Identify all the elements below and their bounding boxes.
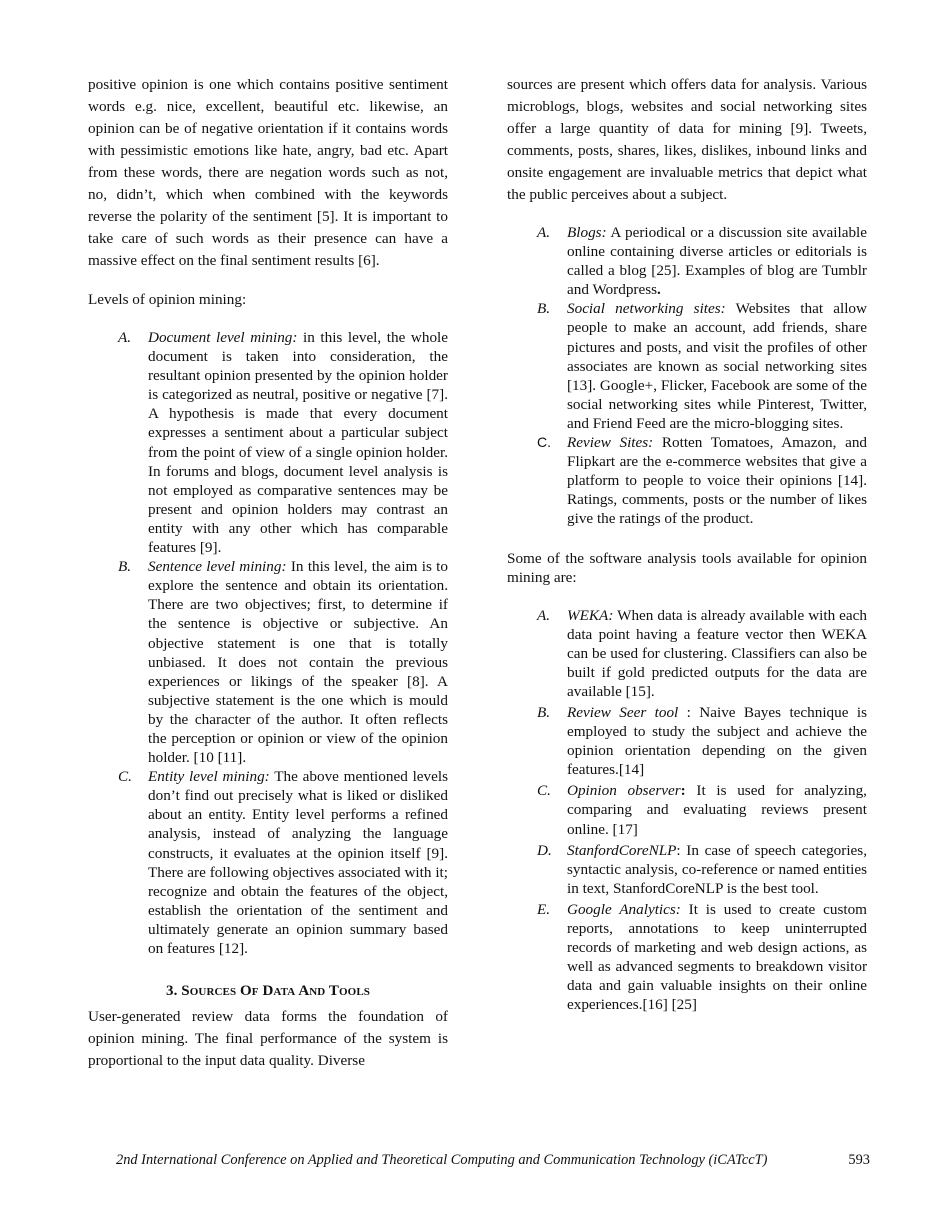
list-item-social-networking: [507, 299, 867, 433]
list-item-sentence-level: [88, 557, 448, 767]
list-text: in this level, the whole document is taken into consideration, the resultant opinion presented by the opinion holder is categorized as neutral, positive or negative [7]. A hypothesis is made that every document expresses a sentiment about a particular subject from the point of view of a single opinion holder. In forums and blogs, document level analysis is not employed as comparative sentences may be present and opinion holders may contrast an entity with any other which has comparable features [9].: [148, 329, 448, 557]
list-term: Google Analytics:: [567, 900, 681, 918]
list-item-weka: [507, 606, 867, 701]
conference-name: 2nd International Conference on Applied and Theoretical Computing and Communication Technology (iCATccT): [116, 1152, 768, 1168]
intro-paragraph: positive opinion is one which contains positive sentiment words e.g. nice, excellent, beautiful etc. likewise, an opinion can be of negative orientation if it contains words with pessimistic emotions like hate, angry, bad etc. Apart from these words, there are negation words such as not, no, didn’t, which when combined with the keywords reverse the polarity of the sentiment [5]. It is important to take care of such words as their presence can have a massive effect on the final sentiment results [6].: [88, 76, 448, 269]
list-term: Review Seer tool: [567, 703, 679, 721]
list-text: When data is already available with each data point having a feature vector then WEKA can be used for clustering. Classifiers can also be built if gold predicted outputs for the data are available [15].: [567, 606, 867, 700]
list-term: Social networking sites:: [567, 300, 726, 318]
list-label: D.: [537, 841, 552, 859]
list-trailing: .: [657, 281, 661, 299]
section-paragraph: User-generated review data forms the foundation of opinion mining. The final performance of the system is proportional to the input data quality. Diverse: [88, 1008, 448, 1070]
levels-intro: Levels of opinion mining:: [88, 291, 247, 308]
list-text: Websites that allow people to make an account, add friends, share pictures and posts, and visit the profiles of other associates are known as social networking sites [13]. Google+, Flicker, Facebook are some of the social networking sites while Pinterest, Twitter, and Friend Feed are the micro-blogging sites.: [567, 300, 867, 432]
page-footer: [116, 1150, 876, 1170]
list-text: It is used to create custom reports, annotations to keep uninterrupted records of marketing and web design actions, as well as advanced segments to breakdown visitor data and gain valuable insights on their online experiences.[16] [25]: [567, 900, 867, 1014]
list-term: StanfordCoreNLP: [567, 841, 677, 859]
list-term: WEKA:: [567, 606, 614, 624]
list-text: A periodical or a discussion site available online containing diverse articles or editorials is called a blog [25]. Examples of blog are Tumblr and Wordpress: [567, 224, 867, 299]
left-column: [88, 74, 448, 1072]
list-text: Rotten Tomatoes, Amazon, and Flipkart are the e-commerce websites that give a platform to people to voice their opinions [14]. Ratings, comments, posts or the number of likes give the ratings of the product.: [567, 434, 868, 528]
list-text: The above mentioned levels don’t find out precisely what is liked or disliked about an entity. Entity level performs a refined analysis, instead of analyzing the language constructs, it evaluates at the opinion itself [9]. There are following objectives associated with it; recognize and obtain the features of the object, establish the orientation of the sentiment and ultimately generate an opinion summary based on features [12].: [148, 768, 448, 957]
right-column: [507, 74, 867, 1014]
tools-list: [507, 606, 867, 1015]
list-label: B.: [537, 703, 551, 721]
sources-list: [507, 223, 867, 529]
list-text: : In case of speech categories, syntactic analysis, co-reference or named entities in text, StanfordCoreNLP is the best tool.: [567, 841, 867, 897]
list-item-google-analytics: [507, 900, 867, 1015]
continuation-paragraph: sources are present which offers data for analysis. Various microblogs, blogs, websites and social networking sites offer a large quantity of data for mining [9]. Tweets, comments, posts, shares, likes, dislikes, inbound links and onsite engagement are invaluable metrics that depict what the public perceives about a subject.: [507, 76, 867, 203]
list-term: Sentence level mining:: [148, 558, 287, 576]
tools-intro: Some of the software analysis tools available for opinion mining are:: [507, 549, 867, 586]
list-label: C.: [537, 434, 551, 451]
list-text: In this level, the aim is to explore the sentence and obtain its orientation. There are two objectives; first, to determine if the sentence is objective or subjective. An objective statement is one that is totally unbiased. It does not contain the previous experiences or likings of the speaker [8]. A subjective statement is the one which is mould by the character of the author. It often reflects the perception or opinion or view of the opinion holder. [10 [11].: [148, 558, 448, 767]
list-term: Document level mining:: [148, 329, 298, 346]
list-label: C.: [537, 782, 551, 800]
list-colon: :: [680, 782, 686, 800]
list-label: B.: [118, 558, 132, 576]
list-label: A.: [118, 329, 132, 346]
list-term: Opinion observer: [567, 782, 681, 800]
list-label: B.: [537, 300, 551, 318]
list-term: Entity level mining:: [148, 768, 270, 786]
list-item-blogs: [507, 223, 867, 299]
levels-list: [88, 328, 448, 958]
list-label: E.: [537, 900, 551, 918]
list-item-stanford-corenlp: [507, 841, 867, 898]
list-item-entity-level: [88, 767, 448, 958]
list-term: Blogs:: [567, 224, 607, 241]
list-item-document-level: [88, 328, 448, 557]
list-text: It is used for analyzing, comparing and evaluating reviews present online. [17]: [567, 782, 867, 838]
list-item-review-seer: [507, 703, 867, 779]
page-number: 593: [848, 1152, 870, 1168]
list-label: A.: [537, 224, 551, 241]
list-text: : Naive Bayes technique is employed to study the subject and achieve the opinion orientation depending on the given features.[14]: [567, 703, 868, 779]
section-heading: 3. Sources Of Data And Tools: [166, 983, 370, 1000]
list-term: Review Sites:: [567, 434, 654, 452]
list-label: A.: [537, 606, 551, 624]
list-label: C.: [118, 768, 132, 786]
list-item-review-sites: [507, 433, 867, 528]
list-item-opinion-observer: [507, 781, 867, 838]
